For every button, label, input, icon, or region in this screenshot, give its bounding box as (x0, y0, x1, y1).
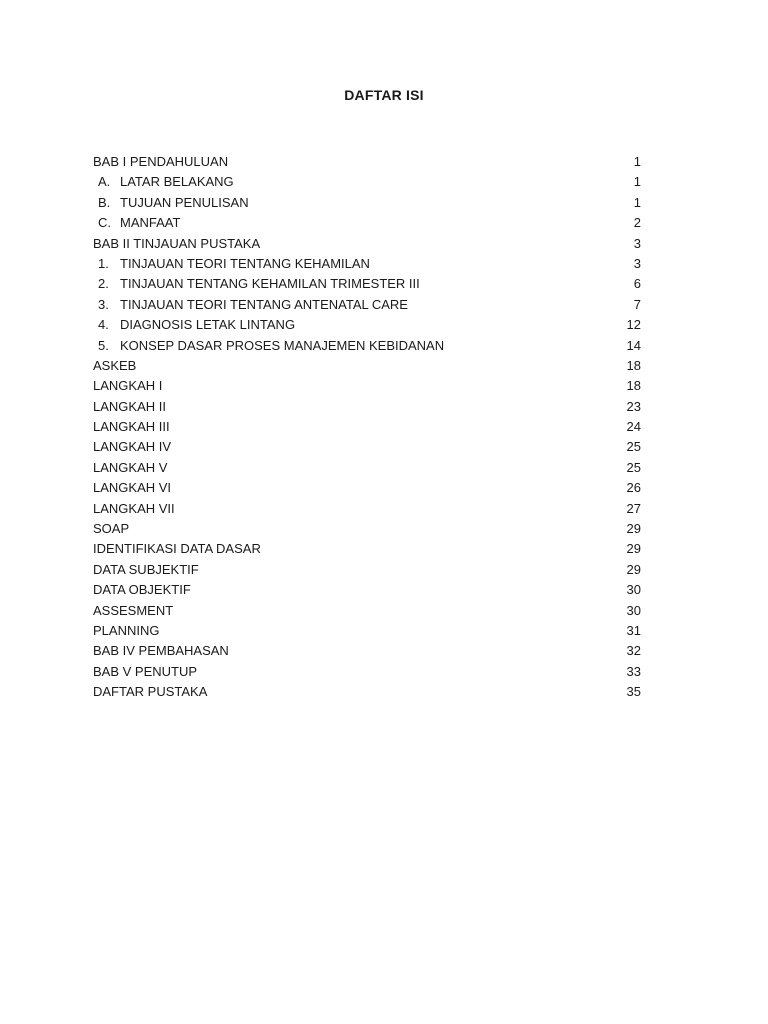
toc-entry (93, 662, 641, 682)
toc-entry-label (93, 682, 210, 702)
toc-entry-number: 4. (98, 317, 109, 333)
toc-entry-text: LANGKAH VII (93, 500, 175, 516)
toc-entry-number: 1. (98, 255, 109, 271)
toc-entry-text: SOAP (93, 521, 130, 537)
toc-entry (93, 478, 641, 498)
toc-entry-page-number: 7 (633, 295, 641, 315)
toc-entry-text: MANFAAT (120, 215, 181, 231)
toc-entry (93, 254, 641, 274)
toc-entry-text: BAB IV PEMBAHASAN (93, 643, 229, 659)
toc-entry-number: 2. (98, 276, 109, 292)
toc-entry (93, 376, 641, 396)
toc-entry-label (93, 478, 174, 498)
toc-entry-label (93, 417, 173, 437)
toc-entry-text: LANGKAH I (93, 378, 163, 394)
toc-entry-text: DAFTAR PUSTAKA (93, 684, 208, 700)
toc-entry-text: BAB V PENUTUP (93, 663, 198, 679)
toc-entry-page-number: 33 (626, 662, 641, 682)
toc-entry-page-number: 18 (626, 376, 641, 396)
toc-entry-text: ASKEB (93, 357, 137, 373)
toc-entry (93, 172, 641, 192)
toc-entry (93, 152, 641, 172)
toc-entry-text: LANGKAH III (93, 419, 170, 435)
toc-entry-label (98, 254, 373, 274)
toc-entry-text: LANGKAH IV (93, 439, 172, 455)
toc-entry-page-number: 31 (626, 621, 641, 641)
toc-entry-text: DATA SUBJEKTIF (93, 561, 199, 577)
toc-entry (93, 539, 641, 559)
toc-entry-number: 3. (98, 296, 109, 312)
toc-entry-text: KONSEP DASAR PROSES MANAJEMEN KEBIDANAN (120, 337, 445, 353)
toc-entry-label (93, 580, 194, 600)
toc-entry (93, 417, 641, 437)
toc-entry-label (93, 621, 162, 641)
toc-entry-label (93, 152, 231, 172)
toc-entry (93, 601, 641, 621)
toc-entry (93, 336, 641, 356)
toc-entry-text: LANGKAH V (93, 459, 168, 475)
toc-entry-label (93, 437, 174, 457)
toc-entry-text: ASSESMENT (93, 602, 174, 618)
toc-entry (93, 499, 641, 519)
toc-entry-text: IDENTIFIKASI DATA DASAR (93, 541, 261, 557)
toc-entry-page-number: 1 (633, 172, 641, 192)
toc-entry-text: TINJAUAN TENTANG KEHAMILAN TRIMESTER III (120, 276, 420, 292)
toc-entry-label (93, 397, 169, 417)
toc-entry-page-number: 29 (626, 560, 641, 580)
toc-entry-text: LANGKAH II (93, 398, 166, 414)
toc-entry-text: LATAR BELAKANG (120, 174, 234, 190)
toc-entry-page-number: 3 (633, 234, 641, 254)
toc-entry (93, 580, 641, 600)
toc-entry-page-number: 2 (633, 213, 641, 233)
toc-entry-page-number: 24 (626, 417, 641, 437)
toc-entry-text: TINJAUAN TEORI TENTANG KEHAMILAN (120, 255, 370, 271)
table-of-contents (93, 152, 641, 703)
toc-entry (93, 519, 641, 539)
toc-entry-page-number: 18 (626, 356, 641, 376)
toc-entry-label (93, 641, 232, 661)
toc-entry-page-number: 30 (626, 601, 641, 621)
toc-entry-label (93, 519, 132, 539)
toc-entry-text: DATA OBJEKTIF (93, 582, 191, 598)
toc-entry-label (93, 376, 165, 396)
toc-entry-page-number: 12 (626, 315, 641, 335)
toc-entry-number: A. (98, 174, 111, 190)
toc-entry-number: B. (98, 194, 111, 210)
toc-entry-page-number: 30 (626, 580, 641, 600)
toc-entry-text: LANGKAH VI (93, 480, 172, 496)
toc-entry (93, 641, 641, 661)
toc-entry (93, 397, 641, 417)
toc-entry-label (93, 356, 139, 376)
page-title: DAFTAR ISI (344, 87, 424, 103)
toc-entry-number: C. (98, 215, 111, 231)
toc-entry-label (98, 274, 423, 294)
toc-entry (93, 213, 641, 233)
toc-entry-label (98, 213, 183, 233)
toc-entry (93, 560, 641, 580)
toc-entry-label (93, 539, 264, 559)
toc-entry-label (98, 193, 252, 213)
toc-entry-number: 5. (98, 337, 109, 353)
toc-entry-page-number: 25 (626, 458, 641, 478)
toc-entry-label (93, 662, 200, 682)
toc-entry-label (98, 315, 298, 335)
toc-entry (93, 274, 641, 294)
toc-entry-page-number: 35 (626, 682, 641, 702)
toc-entry-page-number: 23 (626, 397, 641, 417)
toc-entry-text: TUJUAN PENULISAN (120, 194, 249, 210)
toc-entry-text: DIAGNOSIS LETAK LINTANG (120, 317, 296, 333)
toc-entry-label (98, 336, 447, 356)
toc-entry-text: BAB II TINJAUAN PUSTAKA (93, 235, 261, 251)
toc-entry (93, 458, 641, 478)
toc-entry (93, 234, 641, 254)
toc-entry (93, 356, 641, 376)
toc-entry-text: TINJAUAN TEORI TENTANG ANTENATAL CARE (120, 296, 408, 312)
toc-entry-text: BAB I PENDAHULUAN (93, 154, 229, 169)
toc-entry-page-number: 14 (626, 336, 641, 356)
toc-entry-label (93, 560, 202, 580)
toc-entry-page-number: 1 (633, 193, 641, 213)
toc-entry-page-number: 3 (633, 254, 641, 274)
toc-entry (93, 621, 641, 641)
toc-entry-label (93, 234, 263, 254)
toc-entry (93, 295, 641, 315)
toc-entry (93, 315, 641, 335)
toc-entry (93, 437, 641, 457)
toc-entry-page-number: 1 (633, 152, 641, 172)
toc-entry (93, 193, 641, 213)
toc-entry-page-number: 27 (626, 499, 641, 519)
toc-entry (93, 682, 641, 702)
toc-entry-page-number: 29 (626, 519, 641, 539)
toc-entry-label (98, 295, 411, 315)
toc-entry-page-number: 29 (626, 539, 641, 559)
toc-entry-page-number: 26 (626, 478, 641, 498)
toc-entry-page-number: 25 (626, 437, 641, 457)
toc-entry-label (93, 458, 170, 478)
toc-entry-page-number: 32 (626, 641, 641, 661)
toc-entry-label (98, 172, 237, 192)
toc-entry-label (93, 601, 176, 621)
toc-entry-page-number: 6 (633, 274, 641, 294)
toc-entry-label (93, 499, 178, 519)
toc-entry-text: PLANNING (93, 622, 160, 638)
